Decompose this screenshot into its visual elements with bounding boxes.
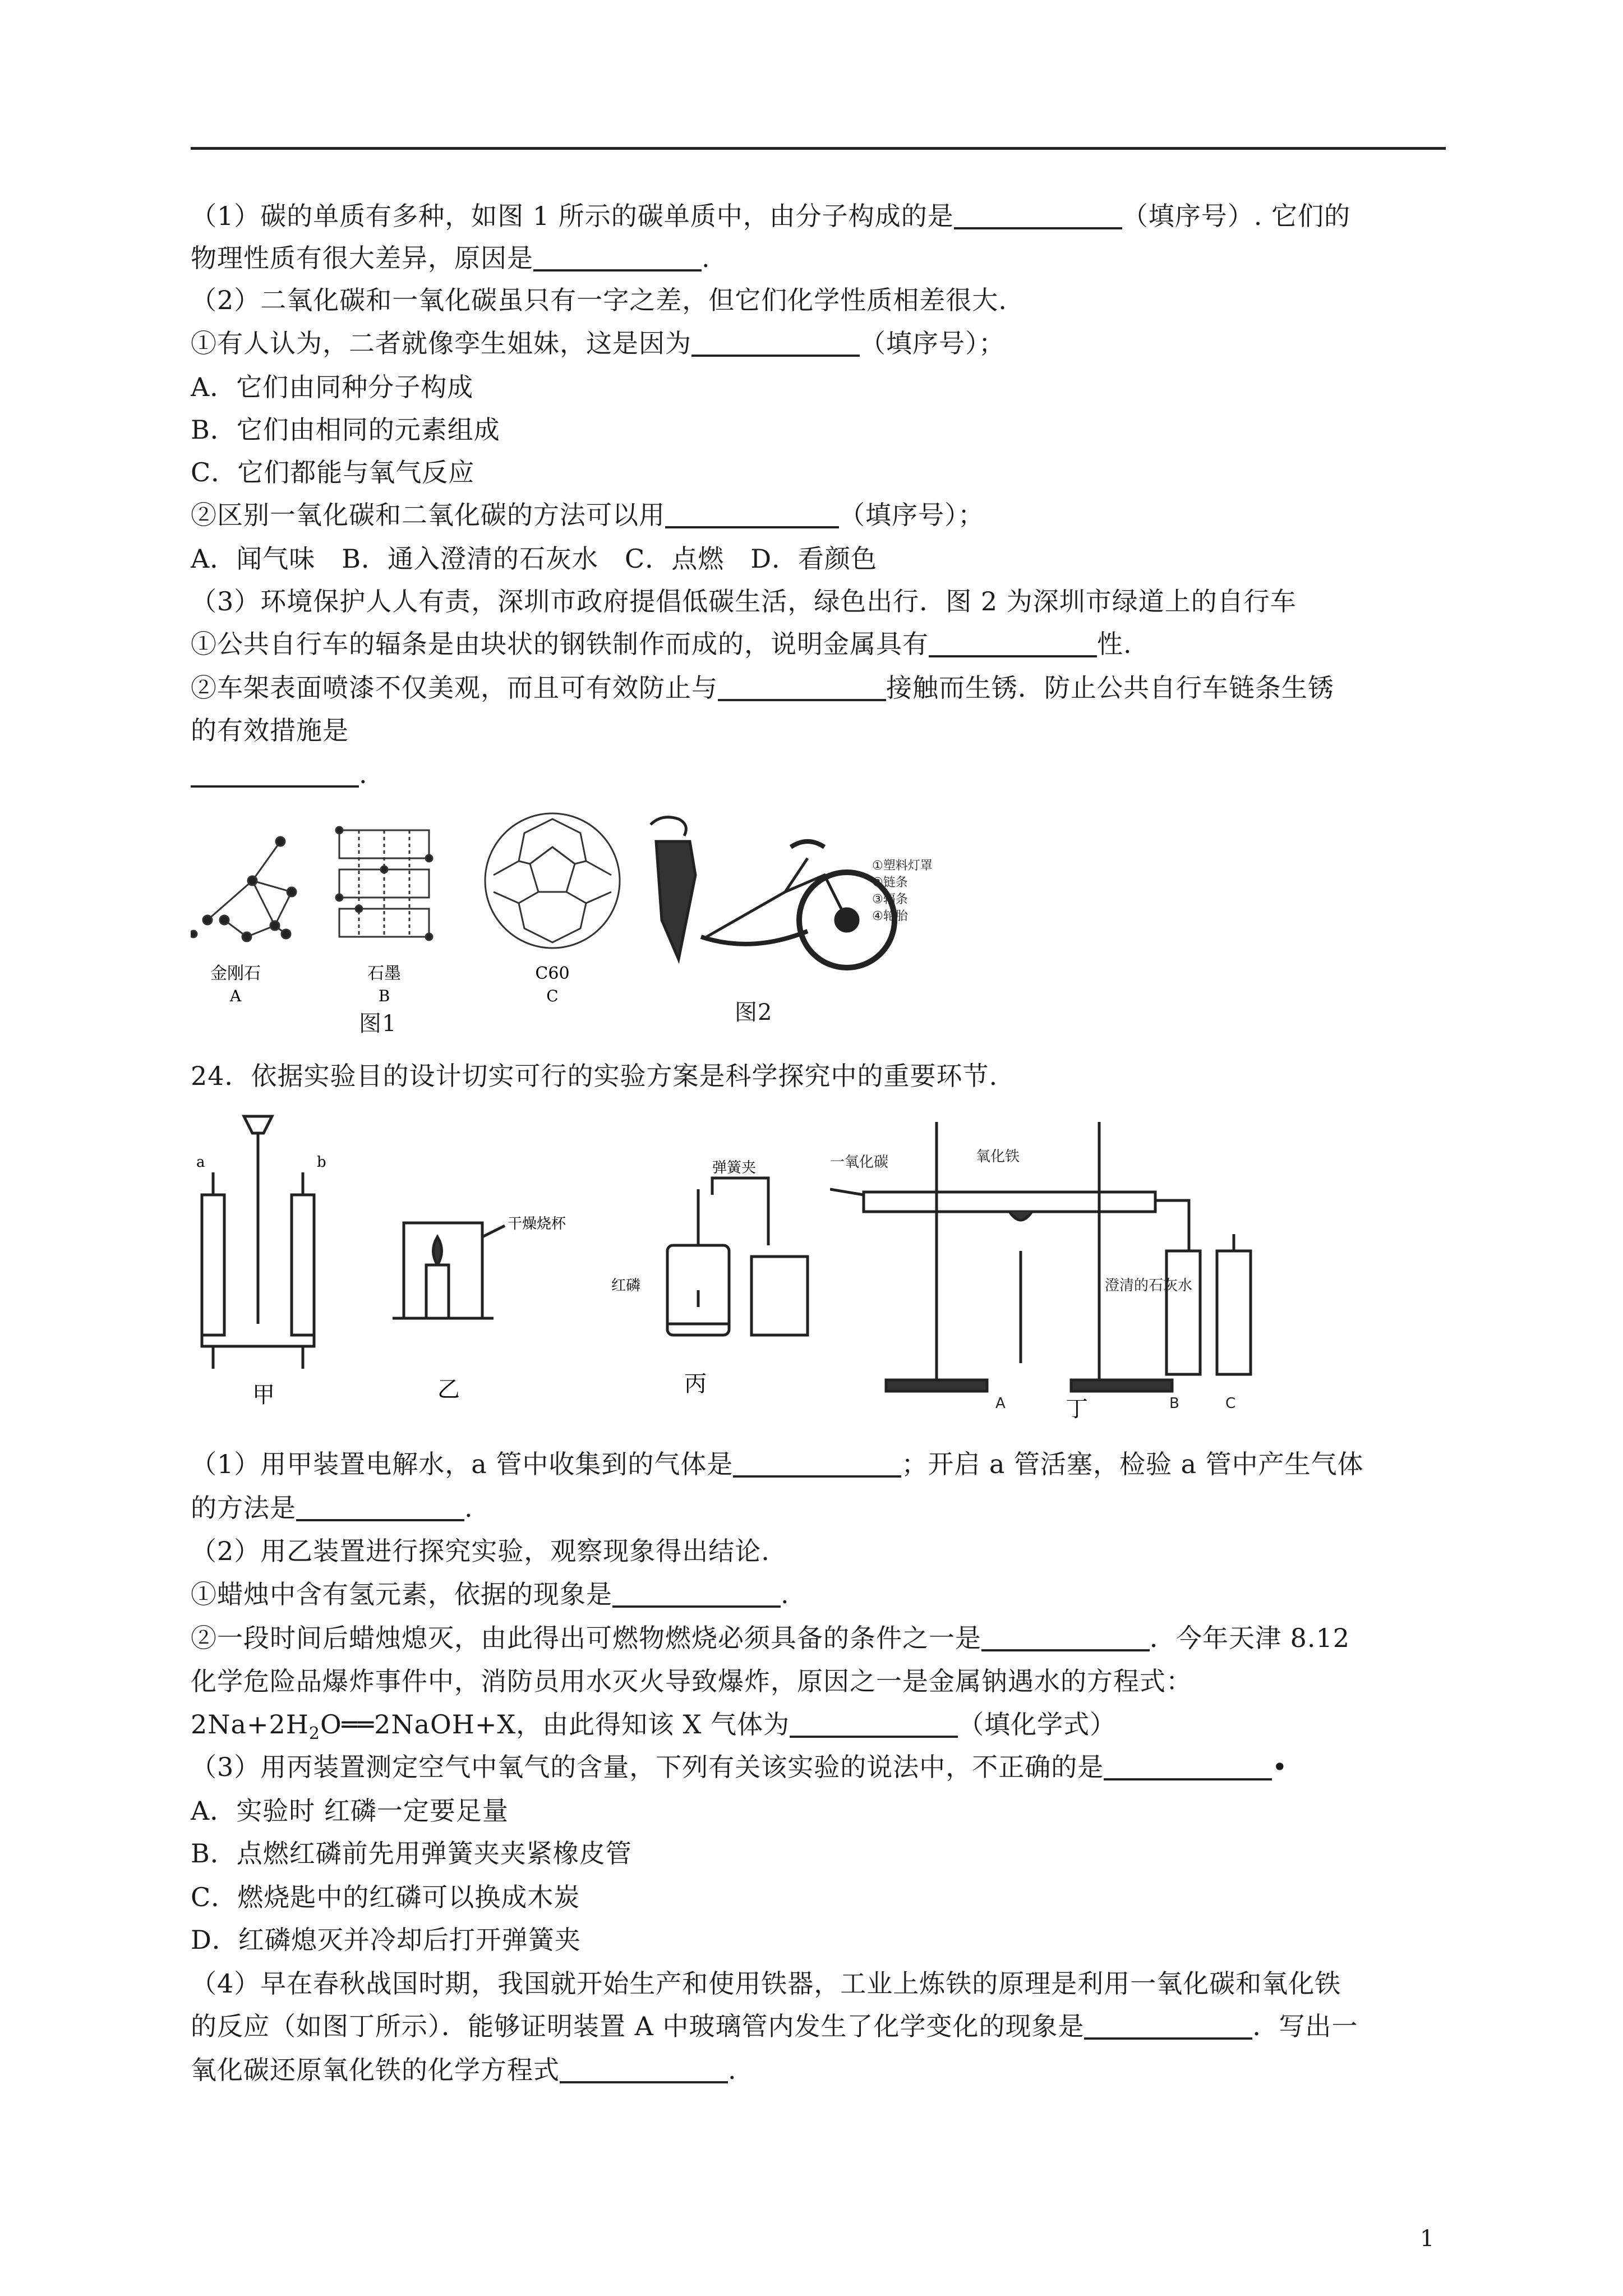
svg-text:④轮胎: ④轮胎: [872, 909, 908, 923]
answer-blank[interactable]: [1084, 2009, 1252, 2040]
oxygen-measurement-icon: [667, 1178, 808, 1335]
svg-text:②链条: ②链条: [872, 876, 908, 890]
answer-blank[interactable]: [612, 1577, 781, 1608]
svg-text:A: A: [229, 987, 242, 1005]
q24-option-d: D．红磷熄灭并冷却后打开弹簧夹: [191, 1925, 581, 1955]
svg-text:澄清的石灰水: 澄清的石灰水: [1105, 1277, 1193, 1294]
svg-text:一氧化碳: 一氧化碳: [830, 1154, 889, 1171]
q24-sub4-equation: 氧化碳还原氧化铁的化学方程式 .: [191, 2053, 737, 2087]
q24-sub4: （4）早在春秋战国时期，我国就开始生产和使用铁器，工业上炼铁的原理是利用一氧化碳和氧化铁: [191, 1968, 1341, 1999]
q3-sub2-blank: .: [191, 757, 368, 791]
q24-sub2-2: ②一段时间后蜡烛熄灭，由此得出可燃物燃烧必须具备的条件之一是 ．今年天津 8.12: [191, 1621, 1350, 1655]
answer-blank[interactable]: [560, 2053, 728, 2083]
apparatus-ding: [830, 1105, 1279, 1425]
bicycle-icon: [651, 817, 895, 968]
answer-blank[interactable]: [929, 627, 1097, 657]
figure-2-caption: 图2: [735, 1000, 773, 1025]
figure-1-caption: 图1: [359, 1011, 397, 1037]
q24-option-a: A．实验时 红磷一定要足量: [191, 1796, 509, 1826]
q2-sub1: ①有人认为，二者就像孪生姐妹，这是因为 （填序号）；: [191, 326, 1005, 360]
header-rule: [191, 147, 1446, 150]
figure-2: [639, 808, 953, 987]
q2-options: A．闻气味 B．通入澄清的石灰水 C．点燃 D．看颜色: [191, 544, 878, 574]
answer-blank[interactable]: [981, 1621, 1150, 1651]
answer-blank[interactable]: [954, 199, 1122, 229]
q3-stem: （3）环境保护人人有责，深圳市政府提倡低碳生活，绿色出行．图 2 为深圳市绿道上的自行车: [191, 586, 1297, 616]
svg-text:B: B: [378, 987, 390, 1005]
q24-equation: $2Na+2H_2O══2NaOH+X$，由此得知该 X 气体为 （填化学式）: [191, 1708, 1116, 1751]
svg-text:①塑料灯罩: ①塑料灯罩: [872, 859, 933, 873]
q2-sub2: ②区别一氧化碳和二氧化碳的方法可以用 （填序号）；: [191, 498, 984, 532]
q3-sub2: ②车架表面喷漆不仅美观，而且可有效防止与 接触而生锈．防止公共自行车链条生锈: [191, 671, 1334, 705]
q24-sub4-cont: 的反应（如图丁所示）．能够证明装置 A 中玻璃管内发生了化学变化的现象是 ．写出一: [191, 2009, 1358, 2043]
svg-text:C: C: [546, 987, 559, 1005]
svg-text:b: b: [317, 1154, 326, 1171]
answer-blank[interactable]: [691, 326, 860, 357]
caption-jia: 甲: [252, 1382, 275, 1408]
option-a: A．它们由同种分子构成: [191, 372, 474, 402]
q3-sub1: ①公共自行车的辐条是由块状的钢铁制作而成的，说明金属具有 性.: [191, 627, 1132, 661]
caption-yi: 乙: [437, 1377, 460, 1402]
q24-sub3: （3）用丙装置测定空气中氧气的含量，下列有关该实验的说法中，不正确的是 •: [191, 1750, 1288, 1784]
answer-blank[interactable]: [665, 498, 839, 528]
apparatus-yi: [393, 1212, 594, 1425]
c60-structure-icon: [485, 813, 620, 948]
svg-text:氧化铁: 氧化铁: [976, 1148, 1020, 1165]
q1-line2: 物理性质有很大差异，原因是 .: [191, 241, 711, 275]
svg-text:B: B: [1169, 1395, 1179, 1412]
answer-blank[interactable]: [296, 1491, 464, 1521]
apparatus-bing: [600, 1156, 824, 1419]
answer-blank[interactable]: [1104, 1750, 1272, 1780]
answer-blank[interactable]: [733, 1447, 901, 1478]
figure1-label-c: C60: [535, 964, 570, 983]
q24-option-c: C．燃烧匙中的红磷可以换成木炭: [191, 1882, 580, 1912]
svg-text:a: a: [196, 1154, 205, 1171]
graphite-structure-icon: [336, 827, 432, 940]
caption-ding: 丁: [1066, 1396, 1088, 1422]
iron-smelting-icon: [830, 1122, 1251, 1391]
answer-blank[interactable]: [191, 757, 359, 788]
caption-bing: 丙: [684, 1371, 707, 1397]
q24-sub2-2-cont: 化学危险品爆炸事件中，消防员用水灭火导致爆炸，原因之一是金属钠遇水的方程式：: [191, 1666, 1192, 1696]
figure-1: [191, 808, 488, 1043]
figure1-label-a: 金刚石: [210, 964, 261, 983]
svg-text:③辐条: ③辐条: [872, 892, 908, 907]
q1-line1: （1）碳的单质有多种，如图 1 所示的碳单质中，由分子构成的是 （填序号）. 它们的: [191, 199, 1350, 233]
option-b: B．它们由相同的元素组成: [191, 415, 500, 445]
svg-text:红磷: 红磷: [611, 1277, 641, 1294]
apparatus-jia: [191, 1105, 331, 1414]
svg-text:干燥烧杯: 干燥烧杯: [508, 1216, 566, 1232]
c60-figure: [474, 808, 637, 1010]
figure1-label-b: 石墨: [367, 964, 401, 983]
q3-sub2-cont: 的有效措施是: [191, 715, 349, 746]
q24-sub2: （2）用乙装置进行探究实验，观察现象得出结论.: [191, 1536, 770, 1566]
answer-blank[interactable]: [790, 1708, 958, 1738]
q24-option-b: B．点燃红磷前先用弹簧夹夹紧橡皮管: [191, 1838, 632, 1869]
candle-beaker-icon: [393, 1223, 505, 1318]
option-c: C．它们都能与氧气反应: [191, 457, 475, 487]
answer-blank[interactable]: [718, 671, 886, 701]
q24-sub2-1: ①蜡烛中含有氢元素，依据的现象是 .: [191, 1577, 790, 1611]
page-number: 1: [1420, 2226, 1435, 2252]
diamond-structure-icon: [191, 837, 296, 941]
svg-text:A: A: [995, 1395, 1006, 1412]
electrolysis-apparatus-icon: [202, 1116, 314, 1369]
svg-text:弹簧夹: 弹簧夹: [712, 1159, 757, 1176]
q24-sub1: （1）用甲装置电解水，a 管中收集到的气体是 ；开启 a 管活塞，检验 a 管中产生气体: [191, 1447, 1364, 1481]
q24-stem: 24．依据实验目的设计切实可行的实验方案是科学探究中的重要环节.: [191, 1061, 998, 1091]
q24-sub1-cont: 的方法是 .: [191, 1491, 473, 1525]
answer-blank[interactable]: [533, 241, 702, 272]
svg-text:C: C: [1225, 1395, 1236, 1412]
q2-stem: （2）二氧化碳和一氧化碳虽只有一字之差，但它们化学性质相差很大.: [191, 285, 1007, 315]
